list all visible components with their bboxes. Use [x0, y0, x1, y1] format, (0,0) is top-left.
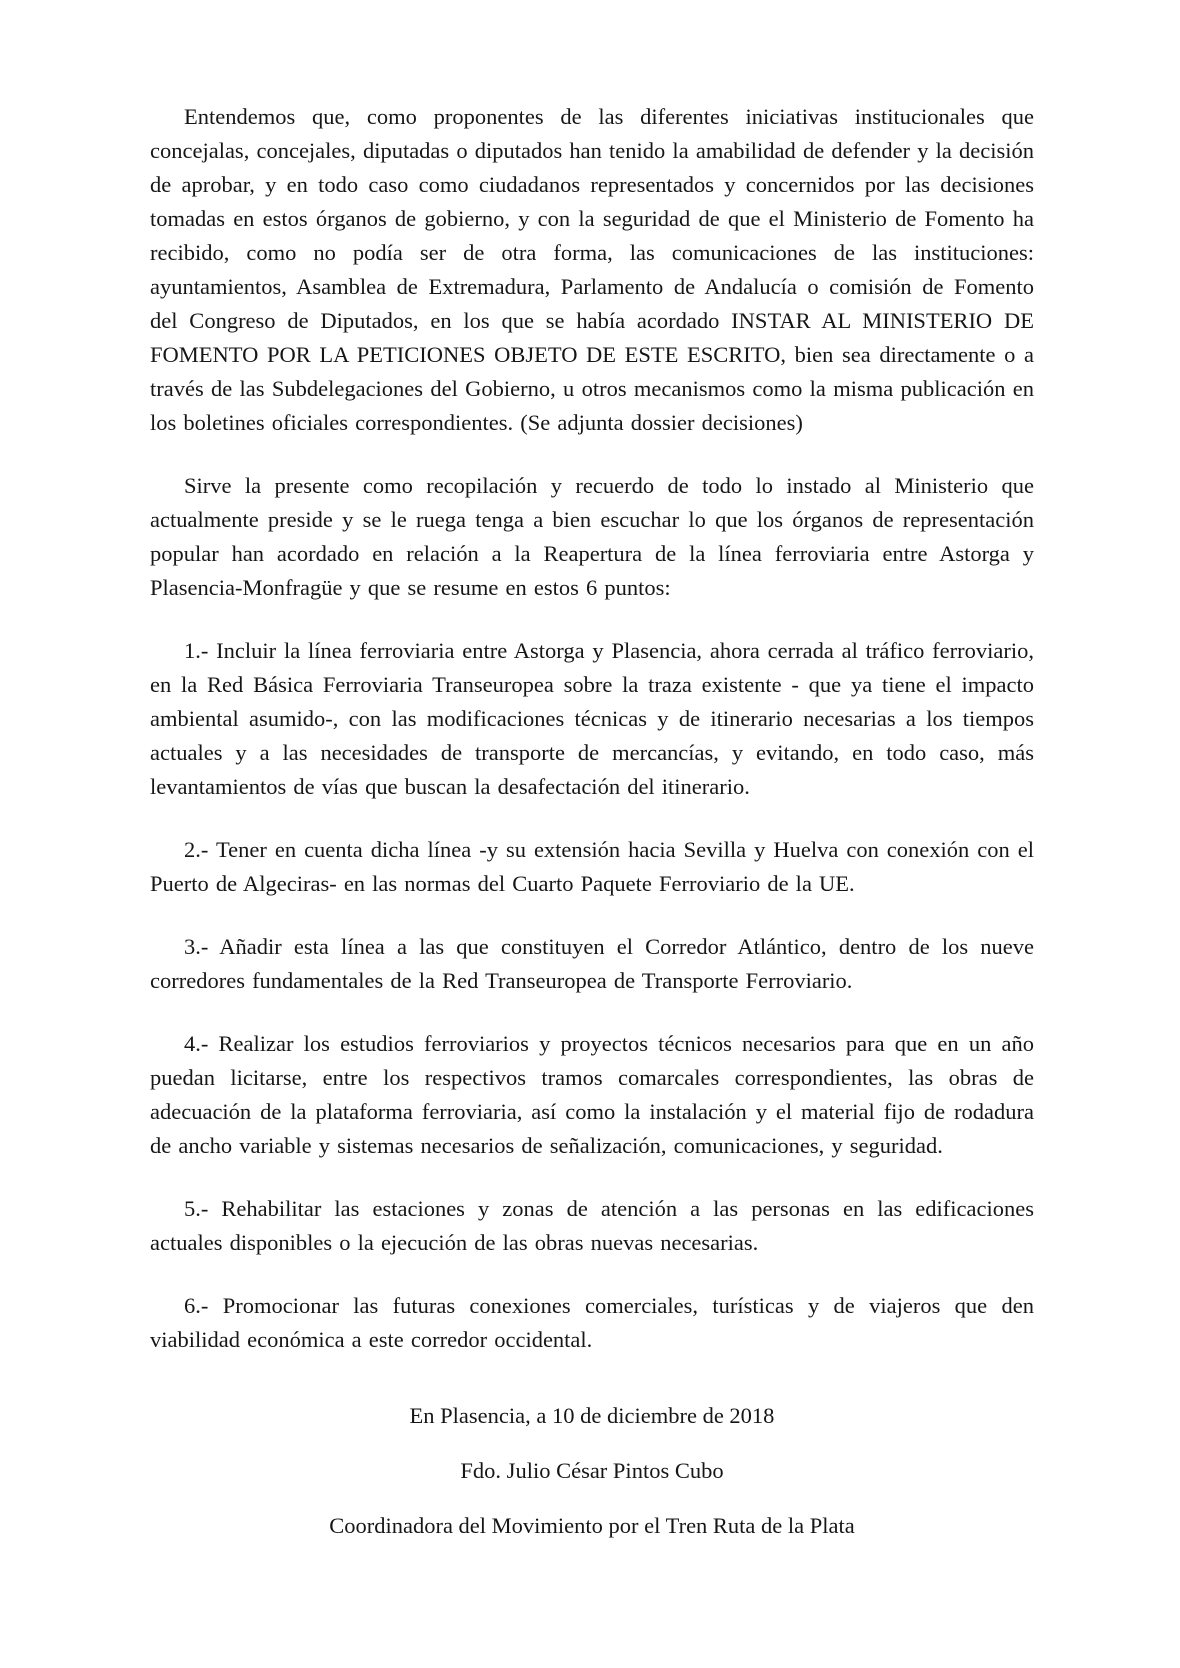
list-item-2: 2.- Tener en cuenta dicha línea -y su extensión hacia Sevilla y Huelva con conexión con el Puerto de Algeciras- en las normas del Cuarto Paquete Ferroviario de la UE.: [150, 837, 1034, 896]
list-item-1: 1.- Incluir la línea ferroviaria entre Astorga y Plasencia, ahora cerrada al tráfico ferroviario, en la Red Básica Ferroviaria Transeuropea sobre la traza existente - que ya tiene el impacto ambiental asumido-, con las modificaciones técnicas y de itinerario necesarias a los tiempos actuales y a las necesidades de transporte de mercancías, y evitando, en todo caso, más levantamientos de vías que buscan la desafectación del itinerario.: [150, 638, 1034, 799]
list-item-6: 6.- Promocionar las futuras conexiones comerciales, turísticas y de viajeros que den viabilidad económica a este corredor occidental.: [150, 1293, 1034, 1352]
place-date-line: En Plasencia, a 10 de diciembre de 2018: [409, 1403, 775, 1428]
list-item-3: 3.- Añadir esta línea a las que constituyen el Corredor Atlántico, dentro de los nueve corredores fundamentales de la Red Transeuropea de Transporte Ferroviario.: [150, 934, 1034, 993]
organization-line: Coordinadora del Movimiento por el Tren Ruta de la Plata: [329, 1513, 855, 1538]
closing-block: [150, 1399, 1034, 1543]
list-item-5: 5.- Rehabilitar las estaciones y zonas de atención a las personas en las edificaciones actuales disponibles o la ejecución de las obras nuevas necesarias.: [150, 1196, 1034, 1255]
paragraph-summary: Sirve la presente como recopilación y recuerdo de todo lo instado al Ministerio que actualmente preside y se le ruega tenga a bien escuchar lo que los órganos de representación popular han acordado en relación a la Reapertura de la línea ferroviaria entre Astorga y Plasencia-Monfragüe y que se resume en estos 6 puntos:: [150, 473, 1034, 600]
paragraph-intro: Entendemos que, como proponentes de las diferentes iniciativas institucionales que concejalas, concejales, diputadas o diputados han tenido la amabilidad de defender y la decisión de aprobar, y en todo caso como ciudadanos representados y concernidos por las decisiones tomadas en estos órganos de gobierno, y con la seguridad de que el Ministerio de Fomento ha recibido, como no podía ser de otra forma, las comunicaciones de las instituciones: ayuntamientos, Asamblea de Extremadura, Parlamento de Andalucía o comisión de Fomento del Congreso de Diputados, en los que se había acordado INSTAR AL MINISTERIO DE FOMENTO POR LA PETICIONES OBJETO DE ESTE ESCRITO, bien sea directamente o a través de las Subdelegaciones del Gobierno, u otros mecanismos como la misma publicación en los boletines oficiales correspondientes. (Se adjunta dossier decisiones): [150, 104, 1034, 435]
signature-line: Fdo. Julio César Pintos Cubo: [460, 1458, 724, 1483]
list-item-4: 4.- Realizar los estudios ferroviarios y proyectos técnicos necesarios para que en un año puedan licitarse, entre los respectivos tramos comarcales correspondientes, las obras de adecuación de la plataforma ferroviaria, así como la instalación y el material fijo de rodadura de ancho variable y sistemas necesarios de señalización, comunicaciones, y seguridad.: [150, 1031, 1034, 1158]
letter-body: [150, 100, 1034, 1357]
